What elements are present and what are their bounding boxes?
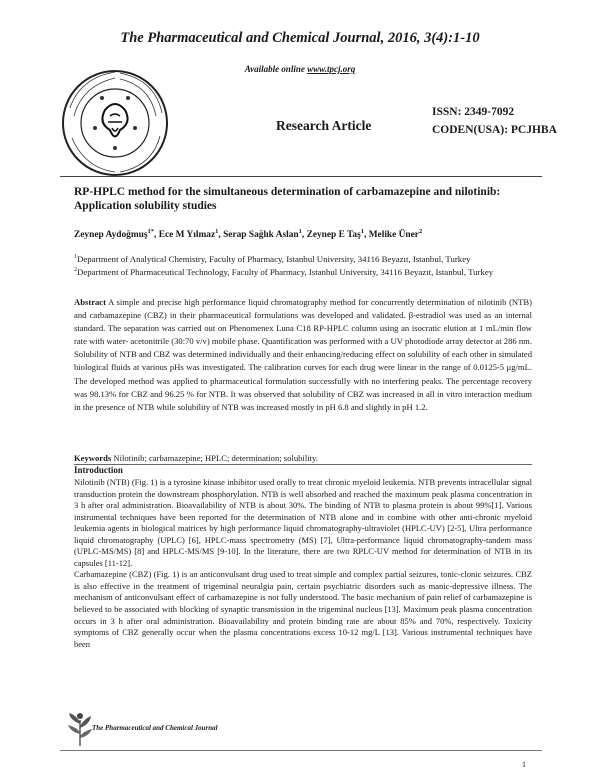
journal-seal-logo bbox=[60, 68, 170, 178]
affiliation-line bbox=[74, 265, 532, 278]
author-name: Ece M Yılmaz bbox=[158, 230, 216, 241]
coden: CODEN(USA): PCJHBA bbox=[432, 124, 557, 136]
author-affiliation-mark: 1 bbox=[215, 228, 219, 235]
keywords-divider bbox=[74, 464, 532, 465]
keywords bbox=[74, 452, 532, 464]
abstract-label: Abstract bbox=[74, 297, 106, 307]
introduction-heading: Introduction bbox=[74, 465, 123, 475]
journal-url-link[interactable]: www.tpcj.org bbox=[307, 64, 356, 74]
intro-paragraph: Carbamazepine (CBZ) (Fig. 1) is an anticonvulsant drug used to treat simple and complex partial seizures, tonic-clonic seizures. CBZ is also effective in the treatment of trigeminal neuralgia pain, certain psychiatric disorders such as manic-depressive illness. The mechanism of anticonvulsant effect of carbamazepine is not fully understood. The basic mechanism of pain relief of carbamazepine is believed to be associated with blocking of synaptic transmission in the trigeminal nucleus [13]. Maximum peak plasma concentration occurs in 3 h after oral administration. Bioavailability and protein binding rate are about 85% and 70%, respectively. Toxicity symptoms of CBZ generally occur when the plasma concentrations excess 10-12 mg/L [13]. Various instrumental techniques have been bbox=[74, 569, 532, 649]
affiliation-text: Department of Pharmaceutical Technology, Faculty of Pharmacy, Istanbul University, 34116 Beyazıt, Istanbul, Turkey bbox=[77, 267, 494, 278]
keywords-label: Keywords bbox=[74, 453, 112, 463]
footer-plant-logo bbox=[66, 710, 94, 748]
header-divider bbox=[60, 176, 542, 177]
article-type: Research Article bbox=[276, 118, 372, 133]
journal-title: The Pharmaceutical and Chemical Journal, 2016, 3(4):1-10 bbox=[120, 30, 480, 46]
author-affiliation-mark: 1* bbox=[147, 228, 155, 235]
available-prefix: Available online bbox=[244, 64, 308, 74]
abstract-text: A simple and precise high performance liquid chromatography method for concurrently determination of nilotinib (NTB) and carbamazepine (CBZ) in their pharmaceutical formulations was developed and validated. β-estradiol was used as an internal standard. The separation was carried out on Phenomenex Luna C18 RP-HPLC column using an isocratic elution at 1 mL/min flow rate with water- acetonitrile (30:70 v/v) mobile phase. Quantification was performed with a UV photodiode array detector at 286 nm. Solubility of NTB and CBZ was determined individually and their enhancing/reducing effect on solubility of each other in simulated biological fluids at various pHs was investigated. The calibration curves for each drug were linear in the range of 0.0125-5 μg/mL. The developed method was applied to pharmaceutical formulation successfully with no interfering peaks. The percentage recovery was 98.13% for CBZ and 96.25 % for NTB. It was observed that solubility of CBZ was increased in all in vitro interaction medium in the presence of NTB while solubility of NTB was increased mostly in pH 6.8 and slightly in pH 1.2. bbox=[74, 297, 532, 412]
author-list: Zeynep Aydoğmuş$^{1*}$, Ece M Yılmaz$^1$, Serap Sağlık Aslan$^1$, Zeynep E Taş$^1$, Melike Üner$^2$ bbox=[74, 228, 423, 241]
abstract bbox=[74, 296, 532, 414]
introduction-body bbox=[74, 477, 532, 650]
issn: ISSN: 2349-7092 bbox=[432, 106, 515, 118]
affiliation-mark: 1 bbox=[74, 254, 77, 260]
keywords-text: Nilotinib; carbamazepine; HPLC; determination; solubility. bbox=[113, 453, 318, 463]
affiliation-line bbox=[74, 252, 532, 265]
author-name: Zeynep Aydoğmuş bbox=[74, 230, 148, 241]
footer-journal-name: The Pharmaceutical and Chemical Journal bbox=[92, 724, 218, 732]
author-name: Melike Üner bbox=[368, 230, 419, 241]
affiliation-mark: 2 bbox=[74, 267, 77, 274]
author-affiliation-mark: 1 bbox=[360, 228, 365, 235]
paper-title: RP-HPLC method for the simultaneous determination of carbamazepine and nilotinib: Application solubility studies bbox=[74, 186, 501, 212]
intro-paragraph: Nilotinib (NTB) (Fig. 1) is a tyrosine kinase inhibitor used orally to treat chronic myeloid leukemia. NTB prevents intracellular signal transduction protein the downstream phosphorylation. NTB is well absorbed and reached the maximum peak plasma concentration in 3 h after oral administration. Bioavailability of NTB is about 30%. The binding of NTB to plasma protein is about 99%[1]. Various instrumental techniques have been reported for the determination of NTB alone and in combine with other anti-chronic myeloid leukemia agents in biological matrices by high performance liquid chromatography-ultraviolet (HPLC-UV) [2-5], Ultra performance liquid chromatography (UPLC) [6], HPLC-mass spectrometry (MS) [7], Ultra-performance liquid chromatography-tandem mass (UPLC-MS/MS) [8] and HPLC-MS/MS [9-10]. In the literature, there are two RPLC-UV method for determination of NTB in its capsules [11-12]. bbox=[74, 477, 532, 568]
author-name: Serap Sağlık Aslan bbox=[223, 230, 299, 241]
page-number: 1 bbox=[522, 760, 526, 769]
author-affiliation-mark: 2 bbox=[418, 228, 423, 235]
affiliation-text: Department of Analytical Chemistry, Faculty of Pharmacy, Istanbul University, 34116 Beyazıt, Istanbul, Turkey bbox=[77, 253, 471, 264]
affiliations bbox=[74, 252, 532, 279]
author-name: Zeynep E Taş bbox=[306, 230, 361, 241]
footer-divider bbox=[60, 750, 542, 751]
author-affiliation-mark: 1 bbox=[298, 228, 302, 235]
